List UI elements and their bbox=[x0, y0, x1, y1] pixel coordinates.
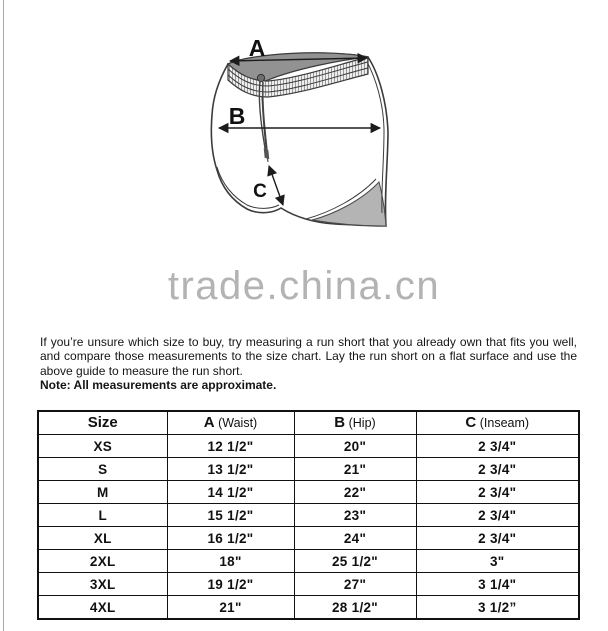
cell-hip: 28 1/2" bbox=[294, 596, 416, 620]
hip-label: B bbox=[228, 103, 246, 129]
watermark-text: trade.china.cn bbox=[167, 264, 441, 308]
sizing-instructions bbox=[40, 335, 577, 393]
cell-size: 3XL bbox=[38, 573, 167, 596]
cell-waist: 21" bbox=[167, 596, 294, 620]
drawstring-aglet-1 bbox=[265, 148, 266, 158]
cell-size: XL bbox=[38, 527, 167, 550]
cell-hip: 25 1/2" bbox=[294, 550, 416, 573]
col-header-inseam bbox=[416, 411, 579, 435]
drawstring-knot bbox=[257, 74, 264, 81]
size-table-header-row bbox=[38, 411, 579, 435]
cell-waist: 15 1/2" bbox=[167, 504, 294, 527]
size-chart-table bbox=[37, 410, 580, 620]
cell-size: XS bbox=[38, 435, 167, 458]
table-row-l bbox=[38, 504, 579, 527]
table-row-4xl bbox=[38, 596, 579, 620]
cell-hip: 23" bbox=[294, 504, 416, 527]
cell-size: S bbox=[38, 458, 167, 481]
table-row-xs bbox=[38, 435, 579, 458]
col-header-inseam-letter: C bbox=[465, 414, 477, 431]
cell-inseam: 2 3/4" bbox=[416, 435, 579, 458]
table-row-xl bbox=[38, 527, 579, 550]
shorts-measurement-diagram bbox=[0, 0, 608, 250]
table-row-s bbox=[38, 458, 579, 481]
cell-size: M bbox=[38, 481, 167, 504]
col-header-waist-sub: (Waist) bbox=[214, 416, 258, 430]
cell-hip: 22" bbox=[294, 481, 416, 504]
col-header-waist-letter: A bbox=[203, 414, 215, 431]
col-header-hip-letter: B bbox=[334, 414, 346, 431]
sizing-note: Note: All measurements are approximate. bbox=[40, 378, 277, 393]
col-header-hip-sub: (Hip) bbox=[345, 416, 376, 430]
cell-hip: 20" bbox=[294, 435, 416, 458]
table-row-2xl bbox=[38, 550, 579, 573]
col-header-size-label: Size bbox=[87, 414, 118, 431]
cell-inseam: 2 3/4" bbox=[416, 504, 579, 527]
cell-waist: 19 1/2" bbox=[167, 573, 294, 596]
col-header-hip bbox=[294, 411, 416, 435]
cell-hip: 24" bbox=[294, 527, 416, 550]
cell-inseam: 3 1/2” bbox=[416, 596, 579, 620]
cell-size: 4XL bbox=[38, 596, 167, 620]
cell-inseam: 3" bbox=[416, 550, 579, 573]
cell-inseam: 2 3/4" bbox=[416, 527, 579, 550]
cell-inseam: 3 1/4" bbox=[416, 573, 579, 596]
col-header-waist bbox=[167, 411, 294, 435]
shorts-diagram-svg bbox=[0, 0, 608, 250]
cell-waist: 16 1/2" bbox=[167, 527, 294, 550]
inseam-label: C bbox=[253, 181, 267, 202]
cell-waist: 14 1/2" bbox=[167, 481, 294, 504]
cell-waist: 13 1/2" bbox=[167, 458, 294, 481]
col-header-size bbox=[38, 411, 167, 435]
cell-inseam: 2 3/4" bbox=[416, 481, 579, 504]
cell-hip: 21" bbox=[294, 458, 416, 481]
waist-label: A bbox=[248, 35, 266, 61]
table-row-3xl bbox=[38, 573, 579, 596]
sizing-instructions-body: If you’re unsure which size to buy, try measuring a run short that you already own that fits you well, and compare those measurements to the size chart. Lay the run short on a flat surface and use the above guide to measure the run short. bbox=[40, 335, 577, 378]
table-row-m bbox=[38, 481, 579, 504]
cell-waist: 12 1/2" bbox=[167, 435, 294, 458]
cell-waist: 18" bbox=[167, 550, 294, 573]
cell-size: 2XL bbox=[38, 550, 167, 573]
cell-inseam: 2 3/4" bbox=[416, 458, 579, 481]
col-header-inseam-sub: (Inseam) bbox=[476, 416, 530, 430]
drawstring-aglet-2 bbox=[267, 150, 268, 159]
cell-hip: 27" bbox=[294, 573, 416, 596]
cell-size: L bbox=[38, 504, 167, 527]
